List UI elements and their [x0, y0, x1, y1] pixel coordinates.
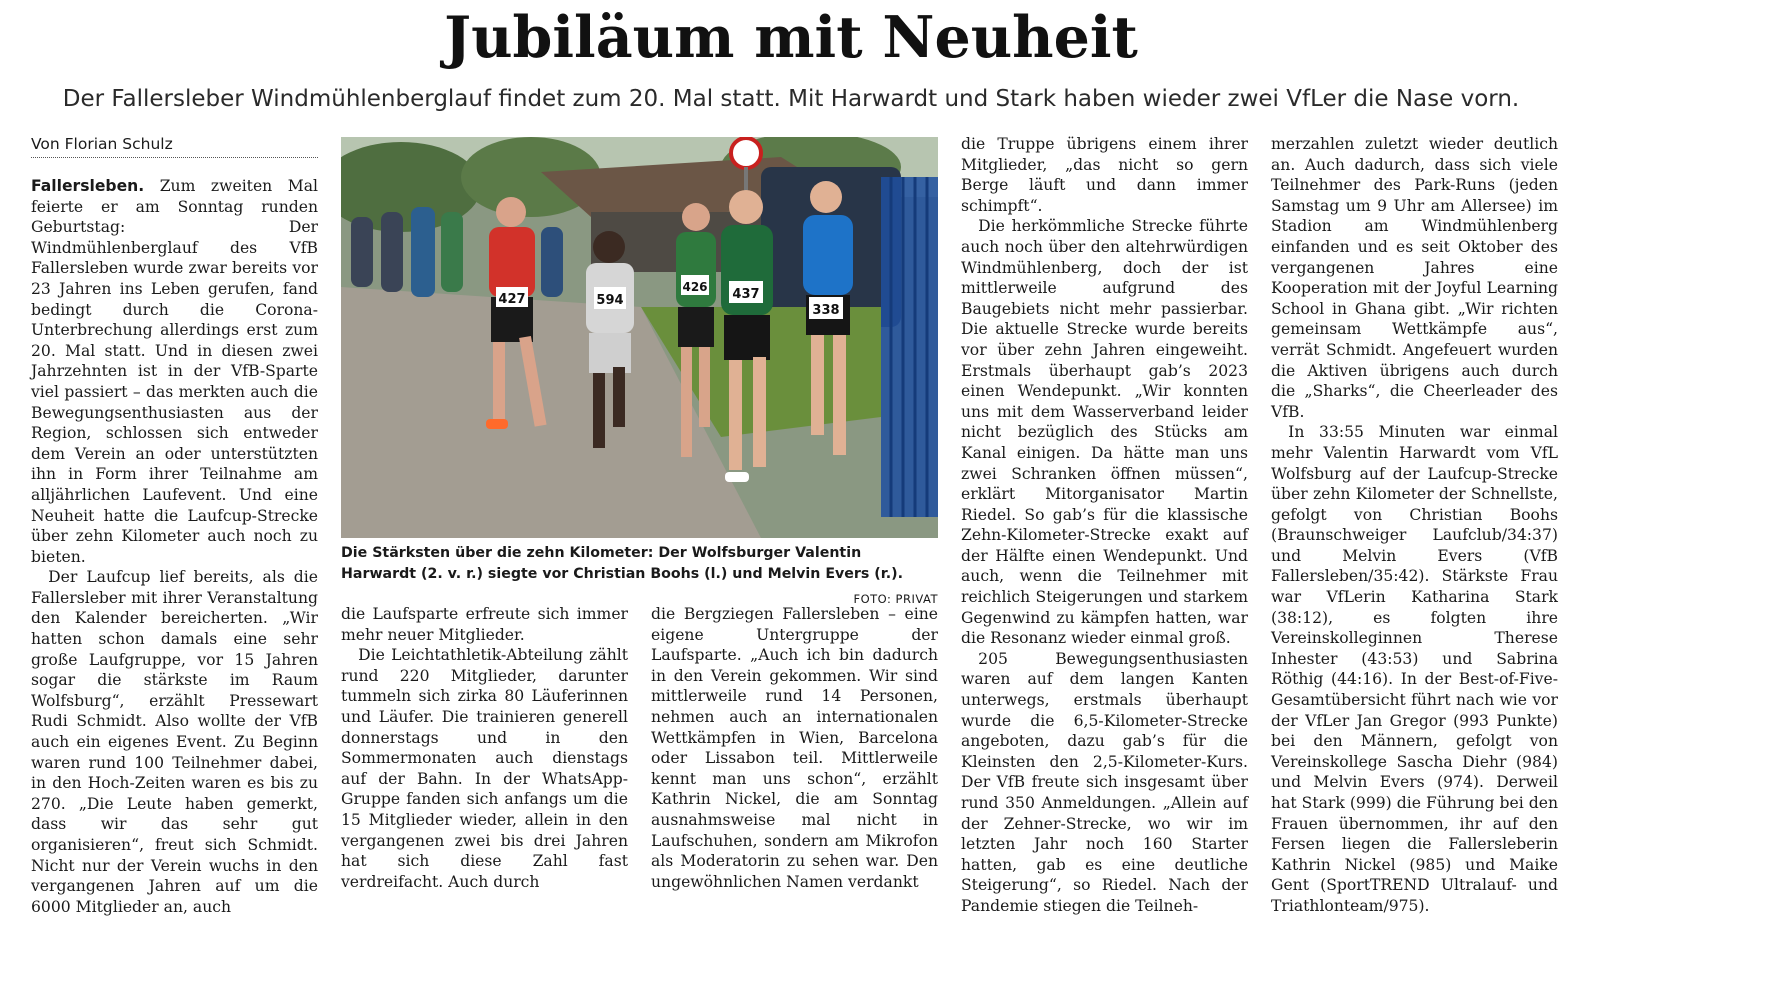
caption-text: Die Stärksten über die zehn Kilometer: Der Wolfsburger Valentin Harwardt (2. v. r.) siegte vor Christian Boohs (l.) und Melvin Evers (r.).	[341, 545, 903, 582]
article-column-1	[31, 176, 318, 917]
article-column-3	[651, 604, 938, 892]
paragraph: In 33:55 Minuten war einmal mehr Valentin Harwardt vom VfL Wolfsburg auf der Laufcup-Strecke über zehn Kilometer der Schnellste, gefolgt von Christian Boohs (Braunschweiger Laufclub/34:37) und Melvin Evers (VfB Fallersleben/35:42). Stärkste Frau war VfLerin Katharina Stark (38:12), es folgten ihre Vereinskolleginnen Therese Inhester (43:53) und Sabrina Röthig (44:16). In der Best-of-Five-Gesamtübersicht führt nach wie vor der VfLer Jan Gregor (993 Punkte) bei den Männern, gefolgt von Vereinskollege Sascha Diehr (984) und Melvin Evers (974). Derweil hat Stark (999) die Führung bei den Frauen übernommen, ihr auf den Fersen liegen die Fallersleberin Kathrin Nickel (985) und Maike Gent (SportTREND Ultralauf- und Triathlonteam/975).	[1271, 423, 1558, 915]
paragraph: Der Laufcup lief bereits, als die Fallersleber mit ihrer Veranstaltung den Kalender bereicherten. „Wir hatten schon damals eine sehr große Laufgruppe, vor 15 Jahren sogar die stärkste im Raum Wolfsburg“, erzählt Pressewart Rudi Schmidt. Also wollte der VfB auch ein eigenes Event. Zu Beginn waren rund 100 Teilnehmer dabei, in den Hoch-Zeiten waren es bis zu 270. „Die Leute haben gemerkt, dass wir das sehr gut organisieren“, freut sich Schmidt. Nicht nur der Verein wuchs in den vergangenen Jahren auf um die 6000 Mitglieder an, auch	[31, 568, 318, 916]
subheadline: Der Fallersleber Windmühlenberglauf findet zum 20. Mal statt. Mit Harwardt und Stark haben wieder zwei VfLer die Nase vorn.	[62, 86, 1520, 112]
bib-number: 427	[498, 292, 526, 307]
article-column-4	[961, 134, 1248, 917]
paragraph-text: Zum zweiten Mal feierte er am Sonntag runden Geburtstag: Der Windmühlenberglauf des VfB Fallersleben wurde zwar bereits vor 23 Jahren ins Leben gerufen, fand bedingt durch die Corona-Unterbrechung allerdings erst zum 20. Mal statt. Und in diesen zwei Jahrzehnten ist in der VfB-Sparte viel passiert – das merkten auch die Bewegungsenthusiasten aus der Region, schlossen sich entweder dem Verein an oder unterstützten ihn in Form ihrer Teilnahme am alljährlichen Laufevent. Und eine Neuheit hatte die Laufcup-Strecke über zehn Kilometer auch noch zu bieten.	[31, 177, 318, 566]
paragraph	[31, 176, 318, 567]
lead-place: Fallersleben.	[31, 177, 145, 195]
photo-credit: FOTO: PRIVAT	[853, 592, 938, 606]
bib-number: 338	[812, 303, 840, 318]
paragraph: 205 Bewegungsenthusiasten waren auf dem langen Kanten unterwegs, erstmals überhaupt wurde die 6,5-Kilometer-Strecke angeboten, dazu gab’s für die Kleinsten den 2,5-Kilometer-Kurs. Der VfB freute sich insgesamt über rund 350 Anmeldungen. „Allein auf der Zehner-Strecke, wo wir im letzten Jahr noch 160 Starter hatten, gab es eine deutliche Steigerung“, so Riedel. Nach der Pandemie stiegen die Teilneh-	[961, 649, 1248, 915]
paragraph: merzahlen zuletzt wieder deutlich an. Auch dadurch, dass sich viele Teilnehmer des Park-Runs (jeden Samstag um 9 Uhr am Allersee) im Stadion am Windmühlenberg einfanden und es seit Oktober des vergangenen Jahres eine Kooperation mit der Joyful Learning School in Ghana gibt. „Wir richten gemeinsam Wettkämpfe aus“, verrät Schmidt. Angefeuert wurden die Aktiven übrigens auch durch die „Sharks“, die Cheerleader des VfB.	[1271, 135, 1558, 421]
paragraph: die Bergziegen Fallersleben – eine eigene Untergruppe der Laufsparte. „Auch ich bin dadurch in den Verein gekommen. Wir sind mittlerweile rund 14 Personen, nehmen auch an internationalen Wettkämpfen in Wien, Barcelona oder Lissabon teil. Mittlerweile kennt man uns schon“, erzählt Kathrin Nickel, die am Sonntag ausnahmsweise mal nicht in Laufschuhen, sondern am Mikrofon als Moderatorin zu sehen war. Den ungewöhnlichen Namen verdankt	[651, 605, 938, 891]
article-column-5	[1271, 134, 1558, 917]
headline: Jubiläum mit Neuheit	[444, 4, 1138, 71]
photo-caption	[341, 543, 938, 610]
bib-number: 594	[596, 293, 624, 308]
race-photo	[341, 137, 938, 538]
paragraph: Die herkömmliche Strecke führte auch noch über den altehrwürdigen Windmühlenberg, doch der ist mittlerweile aufgrund des Baugebiets nicht mehr passierbar. Die aktuelle Strecke wurde bereits vor über zehn Jahren eingeweiht. Erstmals überhaupt gab’s 2023 einen Wendepunkt. „Wir konnten uns mit dem Wasserverband leider nicht bezüglich des Stücks am Kanal einigen. Da hätte man uns zwei Schranken öffnen müssen“, erklärt Mitorganisator Martin Riedel. So gab’s für die klassische Zehn-Kilometer-Strecke exakt auf der Hälfte einen Wendepunkt. Und auch, wenn die Teilnehmer mit reichlich Steigerungen und starkem Gegenwind zu kämpfen hatten, war die Resonanz wieder einmal groß.	[961, 217, 1248, 648]
runners-illustration	[341, 137, 938, 538]
bib-number: 437	[732, 287, 760, 302]
paragraph: Die Leichtathletik-Abteilung zählt rund 220 Mitglieder, darunter tummeln sich zirka 80 Läuferinnen und Läufer. Die trainieren generell donnerstags und in den Sommermonaten auch dienstags auf der Bahn. In der WhatsApp-Gruppe fanden sich anfangs um die 15 Mitglieder wieder, allein in den vergangenen zwei bis drei Jahren hat sich diese Zahl fast verdreifacht. Auch durch	[341, 646, 628, 891]
article-column-2	[341, 604, 628, 892]
bib-number: 426	[682, 280, 708, 294]
paragraph: die Truppe übrigens einem ihrer Mitglieder, „das nicht so gern Berge läuft und dann immer schimpft“.	[961, 135, 1248, 215]
paragraph: die Laufsparte erfreute sich immer mehr neuer Mitglieder.	[341, 605, 628, 644]
byline: Von Florian Schulz	[31, 133, 318, 158]
